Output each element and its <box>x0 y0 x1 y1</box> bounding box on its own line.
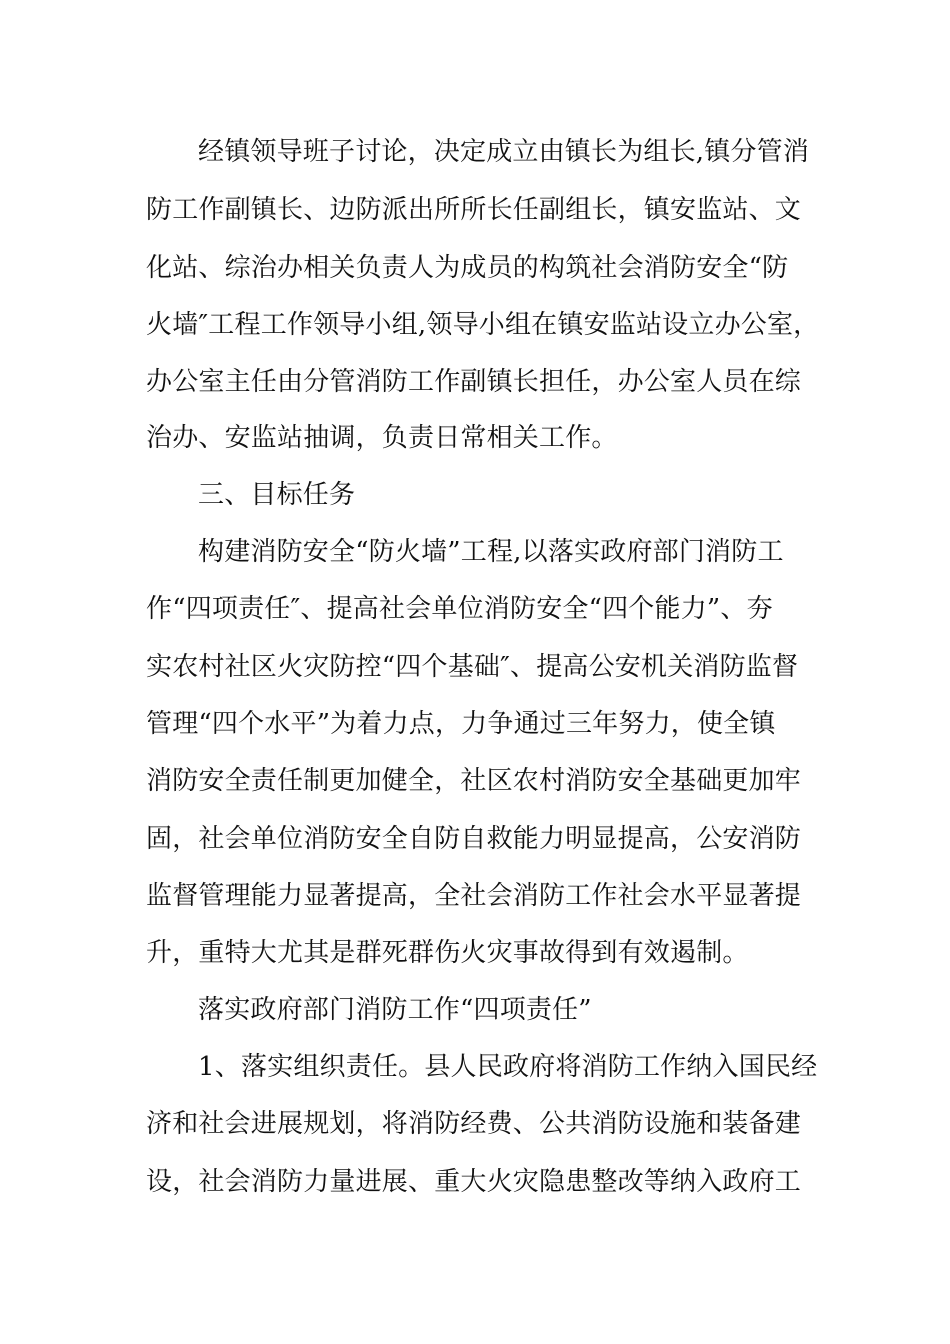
paragraph-line: 1、落实组织责任。县人民政府将消防工作纳入国民经 <box>198 1052 818 1082</box>
paragraph-line: 作“四项责任″、提高社会单位消防安全“四个能力”、夯 <box>146 594 773 624</box>
paragraph-line: 实农村社区火灾防控“四个基础″、提高公安机关消防监督 <box>146 652 799 682</box>
paragraph-line: 治办、安监站抽调，负责日常相关工作。 <box>146 423 618 453</box>
paragraph-line: 设，社会消防力量进展、重大火灾隐患整改等纳入政府工 <box>146 1167 802 1197</box>
paragraph-line: 防工作副镇长、边防派出所所长任副组长，镇安监站、文 <box>146 195 802 225</box>
paragraph-line: 监督管理能力显著提高，全社会消防工作社会水平显著提 <box>146 881 802 911</box>
paragraph-line: 济和社会进展规划，将消防经费、公共消防设施和装备建 <box>146 1109 802 1139</box>
paragraph-line: 固，社会单位消防安全自防自救能力明显提高，公安消防 <box>146 824 802 854</box>
paragraph-line: 化站、综治办相关负责人为成员的构筑社会消防安全“防 <box>146 253 789 283</box>
paragraph-line: 办公室主任由分管消防工作副镇长担任，办公室人员在综 <box>146 367 802 397</box>
paragraph-line: 消防安全责任制更加健全，社区农村消防安全基础更加牢 <box>146 766 802 796</box>
paragraph-line: 升，重特大尤其是群死群伤火灾事故得到有效遏制。 <box>146 938 749 968</box>
paragraph-line: 管理“四个水平”为着力点，力争通过三年努力，使全镇 <box>146 709 776 739</box>
section-heading: 三、目标任务 <box>198 480 356 510</box>
subsection-heading: 落实政府部门消防工作“四项责任” <box>198 995 592 1025</box>
paragraph-line: 经镇领导班子讨论，决定成立由镇长为组长,镇分管消 <box>198 137 810 167</box>
paragraph-line: 火墙″工程工作领导小组,领导小组在镇安监站设立办公室， <box>146 310 820 340</box>
paragraph-line: 构建消防安全“防火墙”工程,以落实政府部门消防工 <box>198 537 784 567</box>
